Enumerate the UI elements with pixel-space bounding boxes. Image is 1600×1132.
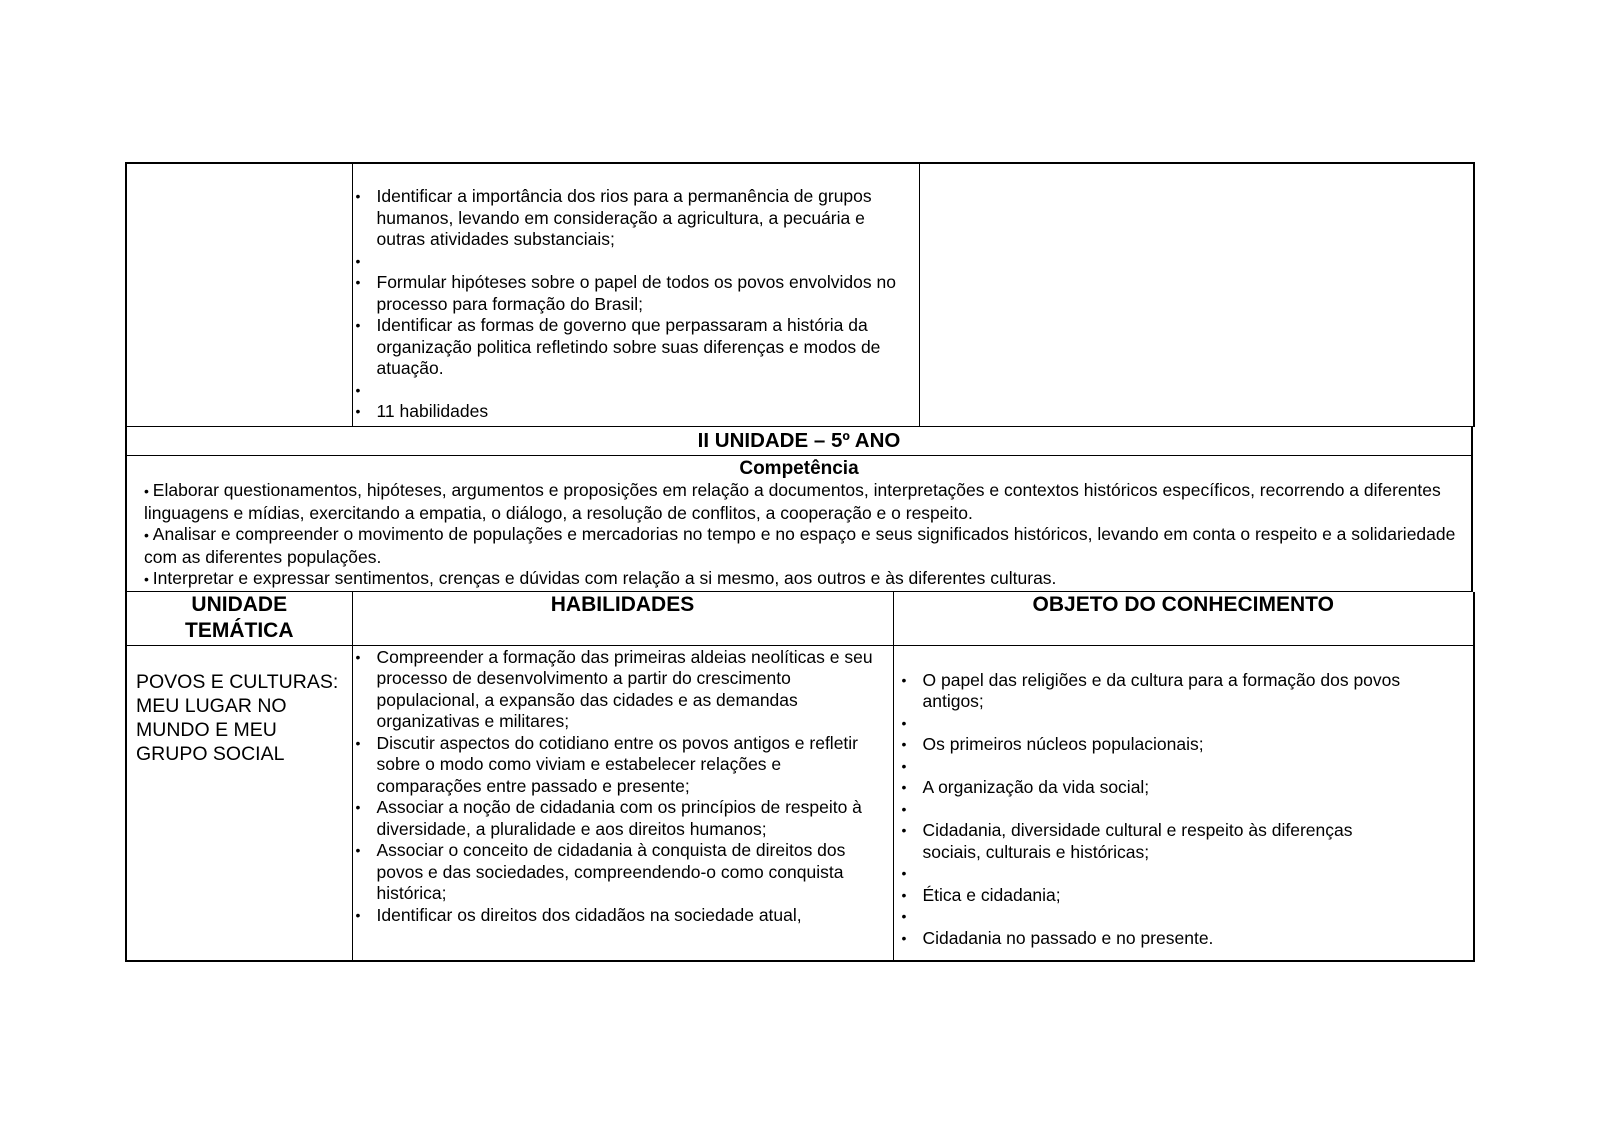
theme-cell: POVOS E CULTURAS: MEU LUGAR NO MUNDO E MEU GRUPO SOCIAL bbox=[126, 645, 352, 961]
competence-cell bbox=[126, 456, 1472, 592]
list-item: • O papel das religiões e da cultura para a formação dos povos antigos; bbox=[899, 670, 1404, 713]
top-skills-cell bbox=[352, 163, 919, 427]
list-item: • Cidadania no passado e no presente. bbox=[899, 928, 1404, 950]
list-item: • Identificar os direitos dos cidadãos na sociedade atual, bbox=[353, 905, 883, 927]
list-item: • Analisar e compreender o movimento de populações e mercadorias no tempo e no espaço e seus significados históricos, levando em conta o respeito e a solidariedade com as diferentes populações. bbox=[144, 524, 1461, 568]
objects-list bbox=[899, 670, 1404, 950]
list-item: • Cidadania, diversidade cultural e respeito às diferenças sociais, culturais e históricas; bbox=[899, 820, 1404, 863]
spacer bbox=[353, 380, 913, 402]
top-table bbox=[125, 162, 1475, 427]
objects-cell bbox=[893, 645, 1474, 961]
unit-table bbox=[125, 427, 1473, 592]
list-item: • Associar o conceito de cidadania à conquista de direitos dos povos e das sociedades, compreendendo-o como conquista histórica; bbox=[353, 840, 883, 905]
spacer bbox=[899, 756, 1404, 778]
header-skills: HABILIDADES bbox=[352, 592, 893, 646]
list-item: • Formular hipóteses sobre o papel de todos os povos envolvidos no processo para formação do Brasil; bbox=[353, 272, 913, 315]
unit-title: II UNIDADE – 5º ANO bbox=[126, 427, 1472, 456]
list-item: • Interpretar e expressar sentimentos, crenças e dúvidas com relação a si mesmo, aos outros e às diferentes culturas. bbox=[144, 568, 1461, 591]
spacer bbox=[899, 713, 1404, 735]
list-item: • Ética e cidadania; bbox=[899, 885, 1404, 907]
spacer bbox=[899, 863, 1404, 885]
competence-heading: Competência bbox=[739, 458, 859, 479]
list-item: • Os primeiros núcleos populacionais; bbox=[899, 734, 1404, 756]
list-item: • Associar a noção de cidadania com os princípios de respeito à diversidade, a pluralidade e aos direitos humanos; bbox=[353, 797, 883, 840]
spacer bbox=[353, 251, 913, 273]
list-item: • Elaborar questionamentos, hipóteses, argumentos e proposições em relação a documentos, interpretações e contextos históricos específicos, recorrendo a diferentes linguagens e mídias, exercitando a empatia, o diálogo, a resolução de conflitos, a cooperação e o respeito. bbox=[144, 480, 1461, 524]
list-item: • 11 habilidades bbox=[353, 401, 913, 423]
skills-list bbox=[353, 647, 883, 927]
competence-list bbox=[127, 480, 1471, 591]
top-skills-list bbox=[353, 186, 913, 423]
document-table bbox=[125, 162, 1473, 962]
header-theme: UNIDADE TEMÁTICA bbox=[126, 592, 352, 646]
header-object: OBJETO DO CONHECIMENTO bbox=[893, 592, 1474, 646]
spacer bbox=[899, 799, 1404, 821]
empty-object-cell bbox=[919, 163, 1474, 427]
content-table bbox=[125, 592, 1475, 962]
skills-cell bbox=[352, 645, 893, 961]
list-item: • Discutir aspectos do cotidiano entre os povos antigos e refletir sobre o modo como viviam e estabelecer relações e comparações entre passado e presente; bbox=[353, 733, 883, 798]
list-item: • A organização da vida social; bbox=[899, 777, 1404, 799]
list-item: • Compreender a formação das primeiras aldeias neolíticas e seu processo de desenvolvimento a partir do crescimento populacional, a expansão das cidades e as demandas organizativas e militares; bbox=[353, 647, 883, 733]
empty-theme-cell bbox=[126, 163, 352, 427]
list-item: • Identificar a importância dos rios para a permanência de grupos humanos, levando em consideração a agricultura, a pecuária e outras atividades substanciais; bbox=[353, 186, 913, 251]
list-item: • Identificar as formas de governo que perpassaram a história da organização politica refletindo sobre suas diferenças e modos de atuação. bbox=[353, 315, 913, 380]
spacer bbox=[899, 906, 1404, 928]
